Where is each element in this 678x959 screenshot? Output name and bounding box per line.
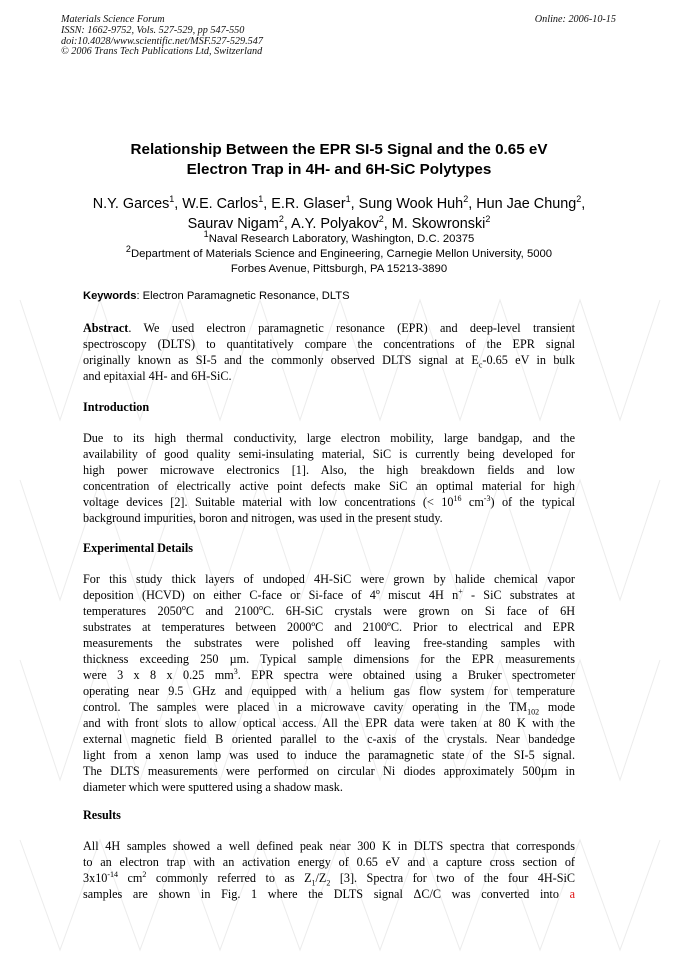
exp-text-7b: . EPR spectra were obtained using a Bruker spectrometer [237, 668, 575, 682]
exp-line-8: operating near 9.5 GHz and equipped with a helium gas flow system for temperature [83, 684, 575, 698]
exp-text-3b: C and 2100 [185, 604, 260, 618]
journal-name: Materials Science Forum [61, 14, 165, 25]
author-5: Hun Jae Chung [476, 196, 577, 212]
title-line-1: Relationship Between the EPR SI-5 Signal and the 0.65 eV [130, 141, 548, 158]
z-subscript-1: 1 [311, 878, 316, 886]
results-text-3b: cm [118, 871, 143, 885]
tm-subscript: 102 [527, 707, 540, 715]
affiliation-2-marker: 2 [125, 244, 131, 255]
publication-info [61, 15, 263, 58]
affiliation-1 [70, 229, 608, 247]
abstract [83, 320, 575, 384]
section-experimental-heading: Experimental Details [83, 541, 194, 555]
author-1: N.Y. Garces [92, 196, 170, 212]
conc-unit-exponent: -3 [483, 494, 491, 503]
author-affiliation-marker: 2 [576, 194, 582, 205]
degree-mark: o [259, 603, 264, 612]
author-2: W.E. Carlos [182, 196, 259, 212]
intro-line-4: concentration of electrically active point defects make SiC an optimal material for high [83, 479, 575, 493]
exp-line-9 [83, 699, 575, 715]
affiliation-2 [70, 244, 608, 262]
abstract-text-3b: -0.65 eV in bulk [482, 353, 575, 367]
results-line-2: to an electron trap with an activation energy of 0.65 eV and a capture cross section of [83, 855, 575, 869]
link-marker[interactable]: a [569, 887, 575, 901]
author-4: Sung Wook Huh [358, 196, 464, 212]
ec-subscript: c [478, 360, 483, 368]
degree-mark: o [375, 587, 380, 596]
exp-line-3 [83, 603, 575, 619]
author-3: E.R. Glaser [271, 196, 346, 212]
plus-mark: + [458, 587, 463, 596]
keywords [83, 290, 350, 302]
title-line-2: Electron Trap in 4H- and 6H-SiC Polytypes [186, 161, 492, 178]
cubic-exponent: 3 [233, 667, 238, 676]
abstract-line-3 [83, 352, 575, 368]
affiliation-2-cont: Forbes Avenue, Pittsburgh, PA 15213-3890 [230, 263, 448, 275]
author-separator: , [283, 216, 292, 232]
exp-line-12: light from a xenon lamp was used to induce the paramagnetic state of the SI-5 signal. [83, 748, 575, 762]
results-text-3a: 3x10 [83, 871, 108, 885]
abstract-label: Abstract [83, 321, 129, 335]
exp-minus14: -14 [107, 870, 119, 879]
exp-text-2c: - SiC substrates at [462, 588, 575, 602]
author-affiliation-marker: 1 [169, 194, 175, 205]
intro-line-2: availability of good quality semi-insulating material, SiC is currently being developed for [83, 447, 575, 461]
author-8: M. Skowronski [391, 216, 486, 232]
introduction-text [83, 430, 575, 526]
exp-text-9a: control. The samples were placed in a microwave cavity operating in the TM [83, 700, 528, 714]
exp-text-3c: C. 6H-SiC crystals were grown on Si face of 6H [263, 604, 575, 618]
results-text-3d: /Z [315, 871, 327, 885]
exp-line-14: diameter which were sputtered using a shadow mask. [83, 780, 343, 794]
doi-line: doi:10.4028/www.scientific.net/MSF.527-529.547 [61, 35, 263, 47]
results-text [83, 838, 575, 902]
exp-text-2a: deposition (HCVD) on either C-face or Si-face of 4 [83, 588, 376, 602]
author-affiliation-marker: 2 [278, 214, 284, 225]
author-separator: , [468, 196, 477, 212]
results-line-3 [83, 870, 575, 886]
intro-text-5: voltage devices [2]. Suitable material with low concentrations (< 10 [83, 495, 454, 509]
intro-text-5b: ) of the typical [490, 495, 575, 509]
author-affiliation-marker: 1 [258, 194, 264, 205]
author-separator: , [350, 196, 359, 212]
conc-unit: cm [461, 495, 484, 509]
section-introduction-heading: Introduction [83, 400, 150, 414]
results-text-3c: commonly referred to as Z [146, 871, 312, 885]
author-affiliation-marker: 2 [485, 214, 491, 225]
intro-line-3: high power microwave electronics [1]. Also, the high breakdown fields and low [83, 463, 575, 477]
author-list [70, 194, 608, 234]
author-separator: , [581, 196, 586, 212]
exp-line-6: thickness exceeding 250 µm. Typical sample dimensions for the EPR measurements [83, 652, 575, 666]
exp-2: 2 [142, 870, 147, 879]
results-text-4a: samples are shown in Fig. 1 where the DLTS signal ΔC/C was converted into [83, 887, 559, 901]
author-separator: , [383, 216, 392, 232]
author-6: Saurav Nigam [187, 216, 279, 232]
author-separator: , [174, 196, 183, 212]
intro-line-5 [83, 494, 575, 510]
author-separator: , [263, 196, 272, 212]
affiliations [70, 229, 608, 277]
experimental-text [83, 571, 575, 795]
affiliation-1-marker: 1 [203, 229, 209, 240]
exp-line-11: external magnetic field B oriented parallel to the c-axis of the crystals. Near bandedge [83, 732, 575, 746]
author-affiliation-marker: 2 [378, 214, 384, 225]
affiliation-2-text-1: Department of Materials Science and Engineering, Carnegie Mellon University, 5000 [130, 248, 553, 260]
results-text-3e: [3]. Spectra for two of the four 4H-SiC [330, 871, 575, 885]
abstract-text-1: . We used electron paramagnetic resonance (EPR) and deep-level transient [128, 321, 575, 335]
keywords-text: : Electron Paramagnetic Resonance, DLTS [136, 290, 350, 302]
exp-line-2 [83, 587, 575, 603]
keywords-label: Keywords [83, 290, 137, 302]
exp-text-2b: miscut 4H n [379, 588, 459, 602]
abstract-line-1 [83, 320, 575, 336]
exp-text-3a: temperatures 2050 [83, 604, 182, 618]
conc-exponent: 16 [453, 494, 462, 503]
paper-title [80, 140, 598, 180]
results-line-4 [83, 886, 575, 902]
z-subscript-2: 2 [326, 878, 331, 886]
issn-line: ISSN: 1662-9752, Vols. 527-529, pp 547-550 [61, 24, 245, 36]
affiliation-1-text: Naval Research Laboratory, Washington, D.C. 20375 [208, 233, 475, 245]
exp-line-10: and with front slots to allow optical access. All the EPR data were taken at 80 K with the [83, 716, 575, 730]
exp-text-9b: mode [539, 700, 575, 714]
exp-line-5: measurements the substrates were polished off leaving free-standing samples with [83, 636, 575, 650]
abstract-line-4: and epitaxial 4H- and 6H-SiC. [83, 369, 232, 383]
exp-text-7a: were 3 x 8 x 0.25 mm [83, 668, 234, 682]
abstract-line-2: spectroscopy (DLTS) to quantitatively compare the concentrations of the EPR signal [83, 337, 575, 351]
exp-line-7 [83, 667, 575, 683]
abstract-text-3: originally known as SI-5 and the commonly observed DLTS signal at E [83, 353, 479, 367]
online-date: Online: 2006-10-15 [534, 14, 616, 25]
exp-line-1: For this study thick layers of undoped 4H-SiC were grown by halide chemical vapor [83, 572, 575, 586]
section-results-heading: Results [83, 808, 121, 822]
exp-line-13: The DLTS measurements were performed on circular Ni diodes approximately 500µm in [83, 764, 575, 778]
copyright-line: © 2006 Trans Tech Publications Ltd, Switzerland [61, 46, 263, 58]
results-line-1: All 4H samples showed a well defined peak near 300 K in DLTS spectra that corresponds [83, 839, 575, 853]
intro-line-6: background impurities, boron and nitrogen, was used in the present study. [83, 511, 443, 525]
degree-mark: o [181, 603, 186, 612]
exp-line-4: substrates at temperatures between 2000ºC and 2100ºC. Prior to electrical and EPR [83, 620, 575, 634]
intro-line-1: Due to its high thermal conductivity, large electron mobility, large bandgap, and the [83, 431, 575, 445]
author-affiliation-marker: 1 [345, 194, 351, 205]
author-affiliation-marker: 2 [463, 194, 469, 205]
author-7: A.Y. Polyakov [291, 216, 379, 232]
